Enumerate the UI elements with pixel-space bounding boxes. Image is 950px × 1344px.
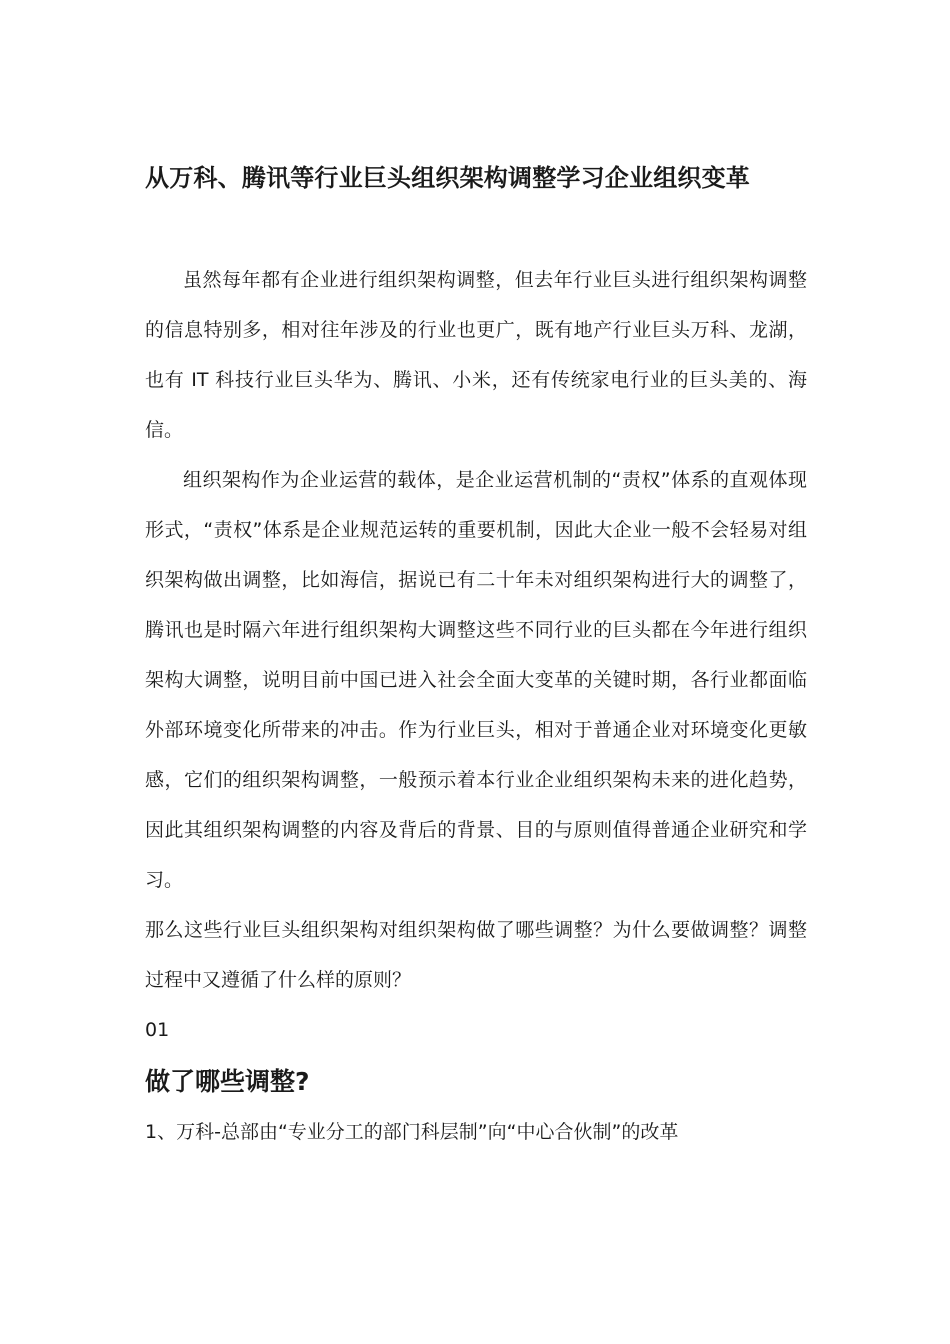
paragraph-analysis: 组织架构作为企业运营的载体，是企业运营机制的“责权”体系的直观体现形式，“责权”体系是企业规范运转的重要机制，因此大企业一般不会轻易对组织架构做出调整，比如海信，据说已有二十年未对组织架构进行大的调整了，腾讯也是时隔六年进行组织架构大调整这些不同行业的巨头都在今年进行组织架构大调整，说明目前中国已进入社会全面大变革的关键时期，各行业都面临外部环境变化所带来的冲击。作为行业巨头，相对于普通企业对环境变化更敏感，它们的组织架构调整，一般预示着本行业企业组织架构未来的进化趋势，因此其组织架构调整的内容及背后的背景、目的与原则值得普通企业研究和学习。 [145, 469, 807, 891]
paragraph-questions: 那么这些行业巨头组织架构对组织架构做了哪些调整？为什么要做调整？调整过程中又遵循了什么样的原则？ [145, 919, 807, 991]
document-title: 从万科、腾讯等行业巨头组织架构调整学习企业组织变革 [145, 164, 750, 192]
paragraph-intro: 虽然每年都有企业进行组织架构调整，但去年行业巨头进行组织架构调整的信息特别多，相对往年涉及的行业也更广，既有地产行业巨头万科、龙湖，也有 IT 科技行业巨头华为、腾讯、小米，还有传统家电行业的巨头美的、海信。 [145, 269, 807, 441]
section-number: 01 [145, 1019, 170, 1041]
section-heading: 做了哪些调整? [145, 1067, 310, 1096]
list-item: 1、万科-总部由“专业分工的部门科层制”向“中心合伙制”的改革 [145, 1121, 679, 1143]
document-body [145, 255, 807, 1155]
